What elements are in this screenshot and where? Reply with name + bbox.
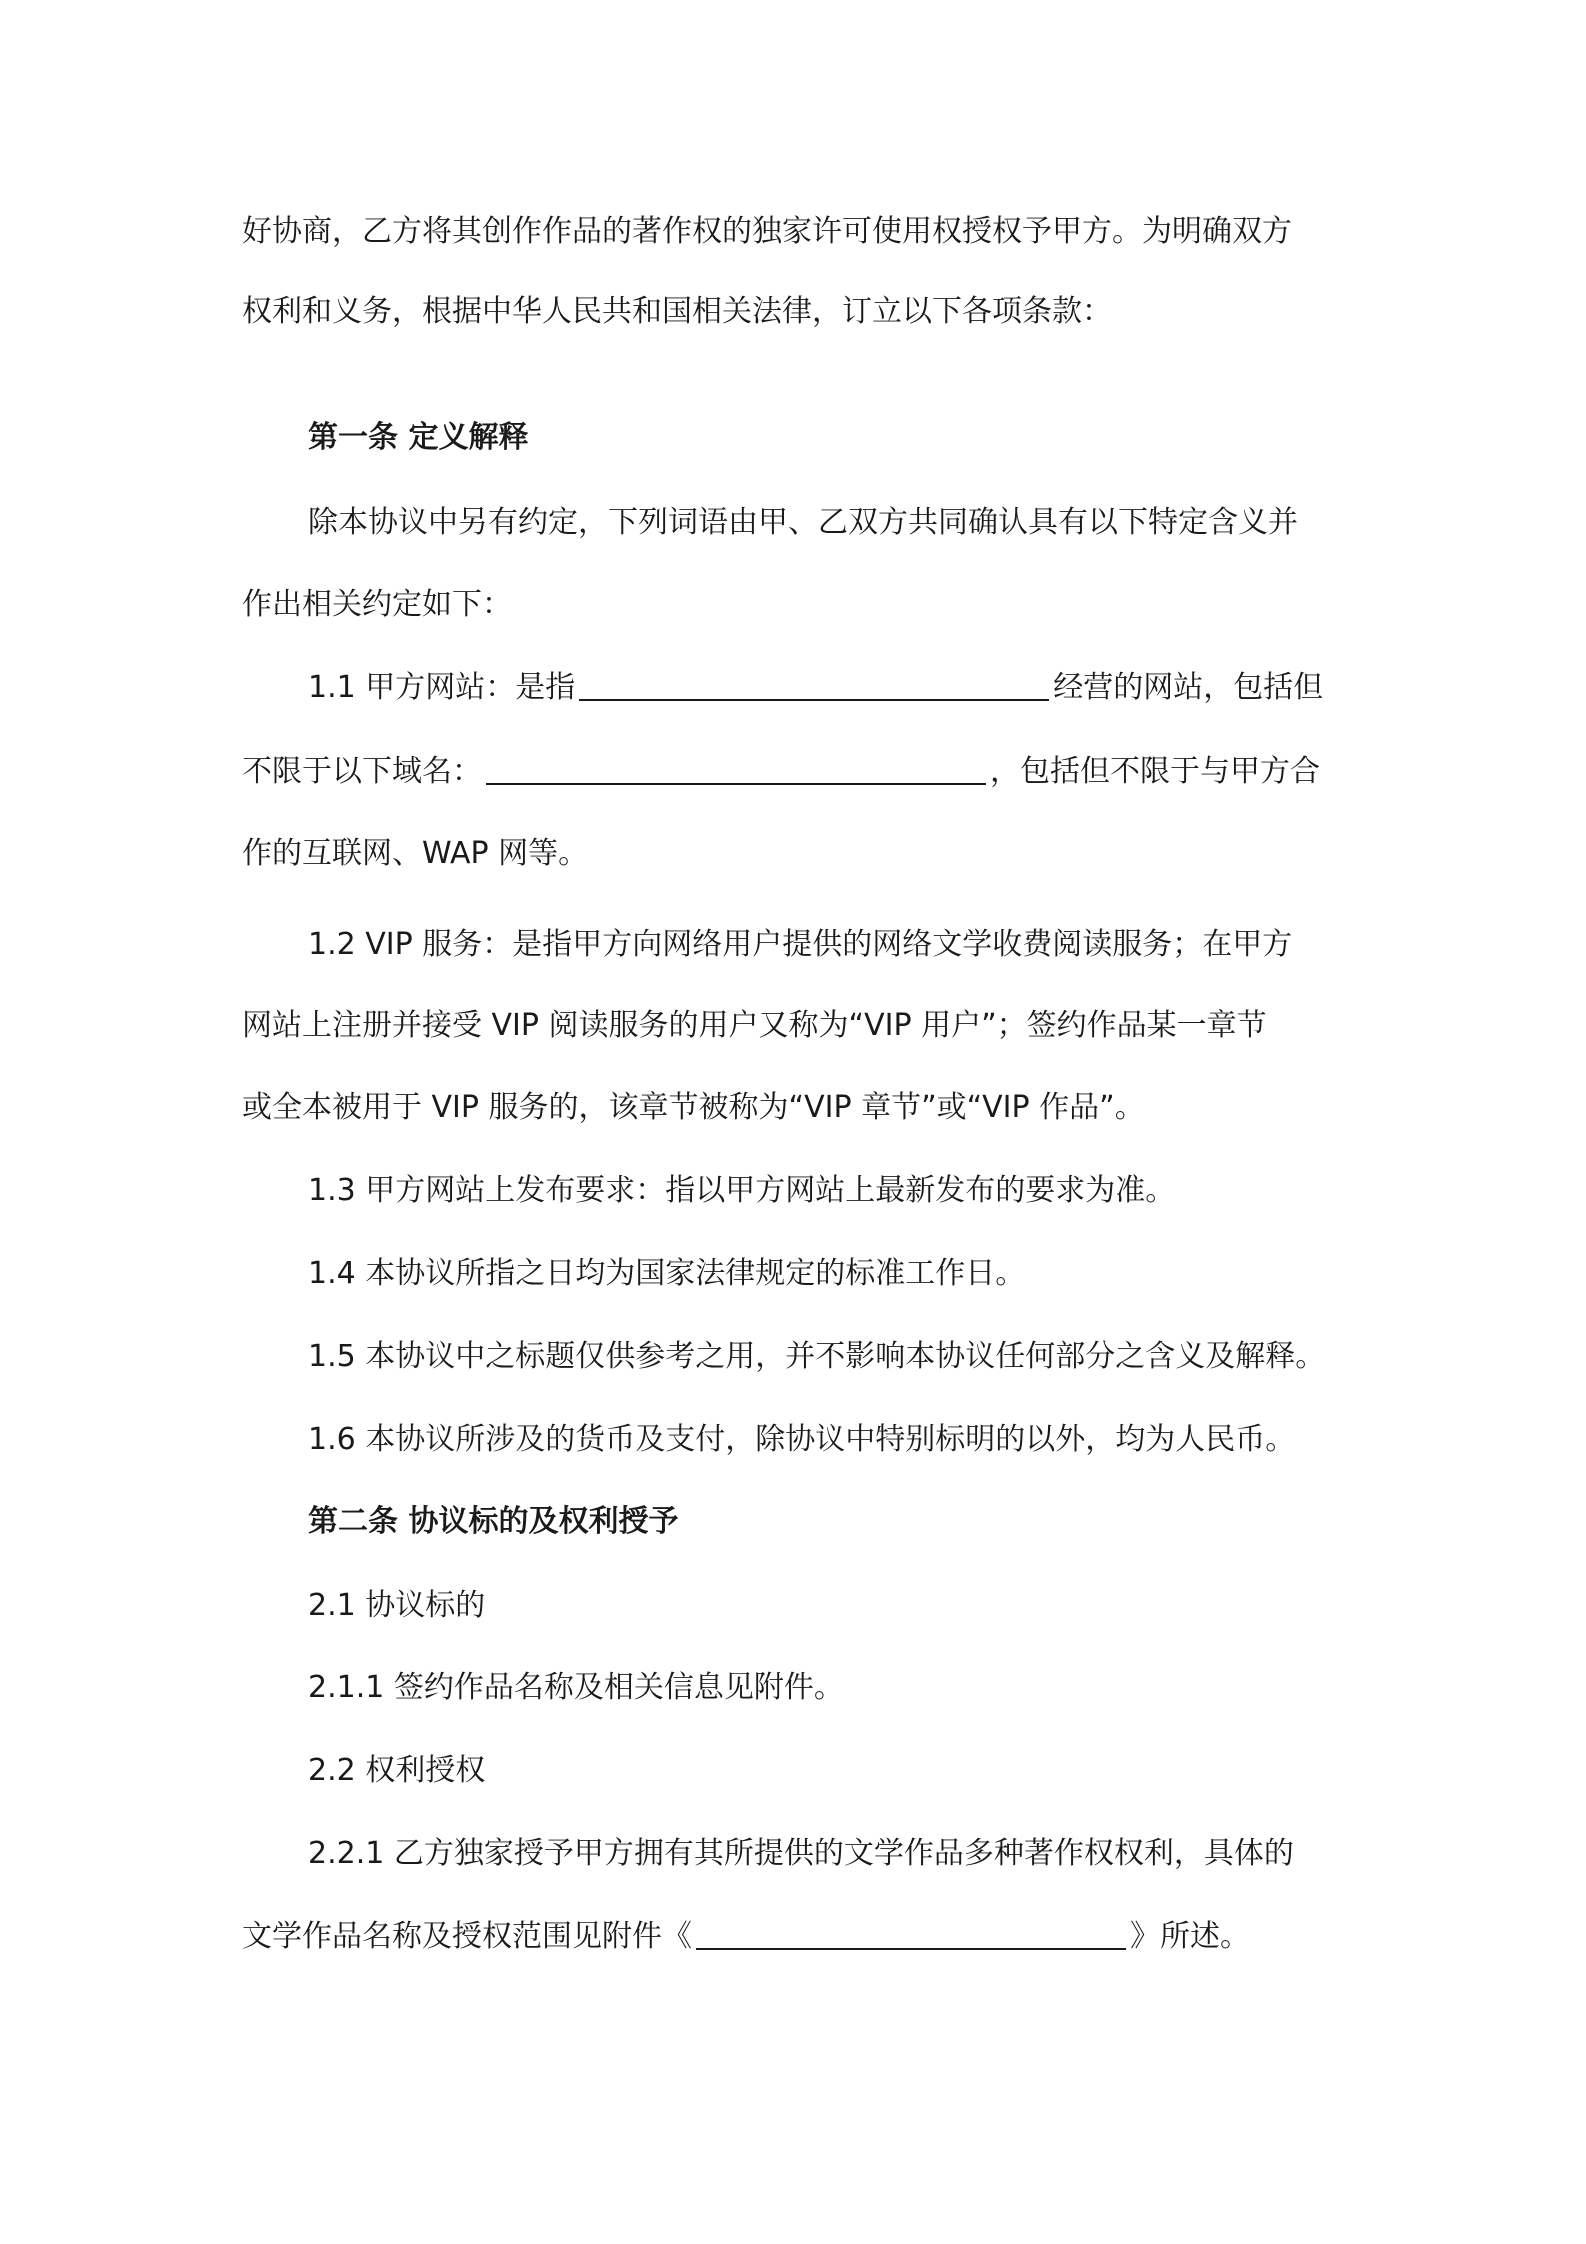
domain-name-blank[interactable] bbox=[486, 753, 986, 785]
clause-2-1: 2.1 协议标的 bbox=[308, 1588, 486, 1623]
clause-2-2-1-line-1: 2.2.1 乙方独家授予甲方拥有其所提供的文学作品多种著作权权利，具体的 bbox=[308, 1836, 1294, 1871]
website-operator-blank[interactable] bbox=[579, 669, 1049, 701]
intro-line-1: 好协商，乙方将其创作作品的著作权的独家许可使用权授权予甲方。为明确双方 bbox=[242, 214, 1292, 249]
clause-1-1-text-a: 1.1 甲方网站：是指 bbox=[308, 670, 576, 705]
clause-1-2-line-1: 1.2 VIP 服务：是指甲方向网络用户提供的网络文学收费阅读服务；在甲方 bbox=[308, 927, 1293, 962]
clause-1-1-line-2 bbox=[242, 752, 1320, 792]
clause-1-2-line-2: 网站上注册并接受 VIP 阅读服务的用户又称为“VIP 用户”；签约作品某一章节 bbox=[242, 1008, 1267, 1043]
clause-1-5: 1.5 本协议中之标题仅供参考之用，并不影响本协议任何部分之含义及解释。 bbox=[308, 1339, 1326, 1374]
clause-1-4: 1.4 本协议所指之日均为国家法律规定的标准工作日。 bbox=[308, 1256, 1026, 1291]
clause-2-2-1-text-b: 》所述。 bbox=[1130, 1919, 1250, 1954]
clause-1-3: 1.3 甲方网站上发布要求：指以甲方网站上最新发布的要求为准。 bbox=[308, 1173, 1176, 1208]
article-1-para-line-2: 作出相关约定如下： bbox=[242, 587, 512, 622]
clause-2-2-1-text-a: 文学作品名称及授权范围见附件《 bbox=[242, 1919, 692, 1954]
clause-1-1-line-1 bbox=[308, 668, 1323, 708]
intro-line-2: 权利和义务，根据中华人民共和国相关法律，订立以下各项条款： bbox=[242, 294, 1112, 329]
clause-1-1-line-3: 作的互联网、WAP 网等。 bbox=[242, 836, 589, 871]
clause-1-2-line-3: 或全本被用于 VIP 服务的，该章节被称为“VIP 章节”或“VIP 作品”。 bbox=[242, 1090, 1145, 1125]
article-2-heading: 第二条 协议标的及权利授予 bbox=[308, 1504, 679, 1539]
clause-1-6: 1.6 本协议所涉及的货币及支付，除协议中特别标明的以外，均为人民币。 bbox=[308, 1422, 1296, 1457]
clause-1-1-text-c: 不限于以下域名： bbox=[242, 754, 482, 789]
attachment-name-blank[interactable] bbox=[696, 1918, 1126, 1950]
article-1-para-line-1: 除本协议中另有约定，下列词语由甲、乙双方共同确认具有以下特定含义并 bbox=[308, 505, 1298, 540]
clause-2-2-1-line-2 bbox=[242, 1917, 1250, 1957]
clause-1-1-text-b: 经营的网站，包括但 bbox=[1053, 670, 1324, 705]
article-1-heading: 第一条 定义解释 bbox=[308, 420, 529, 455]
clause-2-2: 2.2 权利授权 bbox=[308, 1753, 486, 1788]
clause-2-1-1: 2.1.1 签约作品名称及相关信息见附件。 bbox=[308, 1670, 844, 1705]
clause-1-1-text-d: ，包括但不限于与甲方合 bbox=[990, 754, 1320, 789]
